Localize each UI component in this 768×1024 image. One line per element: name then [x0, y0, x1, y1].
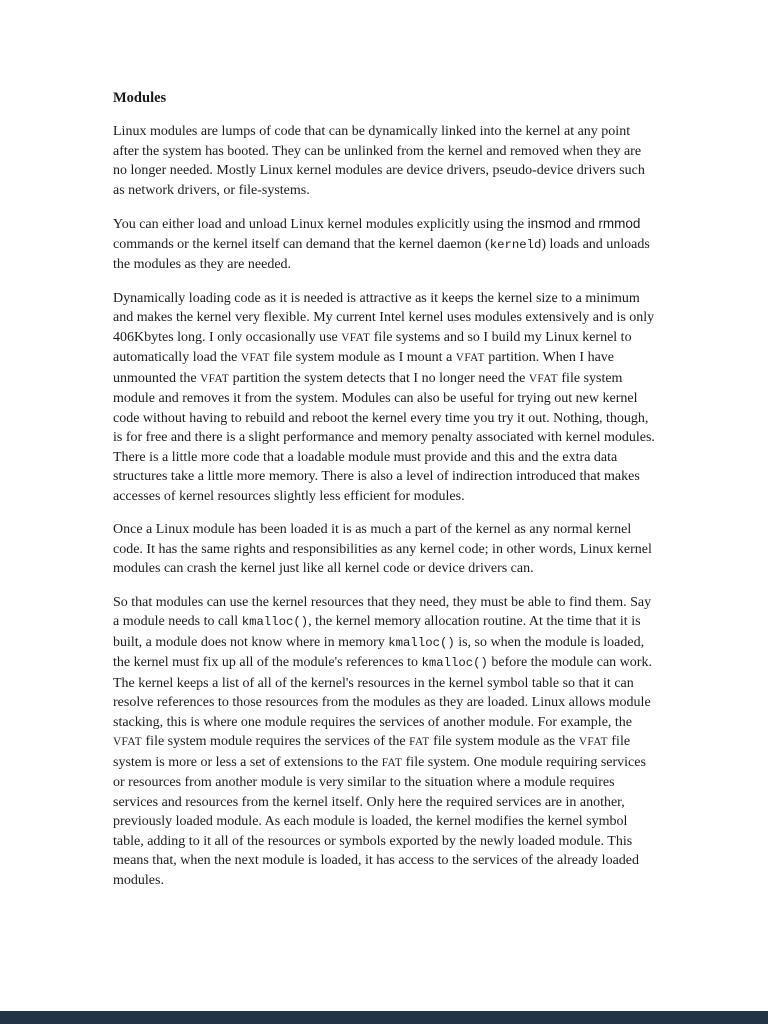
text-run-sc: VFAT [240, 352, 270, 364]
paragraph [113, 520, 658, 579]
text-run-sc: VFAT [200, 372, 230, 385]
text-run-mono: kmalloc() [421, 656, 488, 670]
text-run-sc: VFAT [578, 736, 608, 748]
document-body [113, 122, 658, 890]
text-run-sc: VFAT [455, 352, 485, 364]
text-run-sans: insmod [527, 216, 572, 231]
text-run-body: partition. When I have unmounted the [113, 350, 618, 386]
text-run-sans: rmmod [598, 216, 641, 231]
text-run-body: , the kernel memory allocation routine. At the time that it is built, a module does not know where in memory [113, 614, 645, 650]
paragraph [113, 214, 658, 275]
text-run-body: Once a Linux module has been loaded it is as much a part of the kernel as any normal kernel code. It has the same rights and responsibilities as any kernel code; in other words, Linux kernel modules can crash the kernel just like all kernel code or device drivers can. [113, 522, 656, 576]
text-run-sc: VFAT [341, 331, 371, 344]
text-run-mono: kmalloc() [241, 615, 309, 629]
text-run-body: file system module and removes it from the system. Modules can also be useful for trying out new kernel code without having to rebuild and reboot the kernel every time you try it out. Nothing, though, is for free and there is a slight performance and memory penalty associated with kernel modules. There is a little more code that a loadable module must provide and this and the extra data structures take a little more memory. There is also a level of indirection introduced that makes accesses of kernel resources slightly less efficient for modules. [113, 370, 659, 504]
paragraph [113, 593, 658, 891]
text-run-body: file systems and so I build my Linux kernel to automatically load the [113, 329, 636, 365]
text-run-sc: FAT [381, 756, 403, 769]
paragraph [113, 289, 658, 507]
text-run-body: file system module requires the services of the [142, 734, 410, 749]
text-run-body: partition the system detects that I no longer need the [229, 370, 529, 386]
page-title: Modules [113, 90, 167, 106]
text-run-body: file system module as the [429, 734, 579, 749]
text-run-body: ) loads and unloads the modules as they are needed. [113, 236, 654, 272]
text-run-sc: VFAT [113, 736, 143, 748]
text-run-body: file system. One module requiring services or resources from another module is very similar to the situation where a module requires services and resources from the kernel itself. Only here the required services are in another, previously loaded module. As each module is loaded, the kernel modifies the kernel symbol table, adding to it all of the resources or symbols exported by the newly loaded module. This means that, when the next module is loaded, it has access to the services of the already loaded modules. [113, 754, 650, 888]
text-run-body: before the module can work. The kernel keeps a list of all of the kernel's resources in the kernel symbol table so that it can resolve references to those resources from the modules as they are loaded. Linux allows module stacking, this is where one module requires the services of another module. For example, the [113, 655, 656, 730]
text-run-mono: kmalloc() [388, 635, 455, 650]
text-run-body: is, so when the module is loaded, the kernel must fix up all of the module's references to [113, 634, 648, 670]
text-run-body: You can either load and unload Linux kernel modules explicitly using the [113, 217, 528, 232]
text-run-body: Linux modules are lumps of code that can be dynamically linked into the kernel at any point after the system has booted. They can be unlinked from the kernel and removed when they are no longer needed. Mostly Linux kernel modules are device drivers, pseudo-device drivers such as network drivers, or file-systems. [113, 124, 649, 198]
text-run-body: So that modules can use the kernel resources that they need, they must be able to find them. Say a module needs to call [113, 594, 655, 629]
text-run-body: Dynamically loading code as it is needed is attractive as it keeps the kernel size to a minimum and makes the kernel very flexible. My current Intel kernel uses modules extensively and is only 406Kbytes long. I only occasionally use [113, 290, 658, 345]
text-run-sc: FAT [409, 736, 430, 748]
text-run-sc: VFAT [528, 372, 558, 385]
text-run-body: and [571, 217, 599, 232]
text-run-body: file system module as I mount a [269, 350, 456, 365]
text-run-body: commands or the kernel itself can demand that the kernel daemon ( [113, 217, 644, 252]
text-run-body: file system is more or less a set of extensions to the [113, 734, 634, 770]
text-run-mono: kerneld [489, 237, 542, 252]
viewer-bottom-bar [0, 1011, 768, 1024]
paragraph [113, 122, 658, 200]
